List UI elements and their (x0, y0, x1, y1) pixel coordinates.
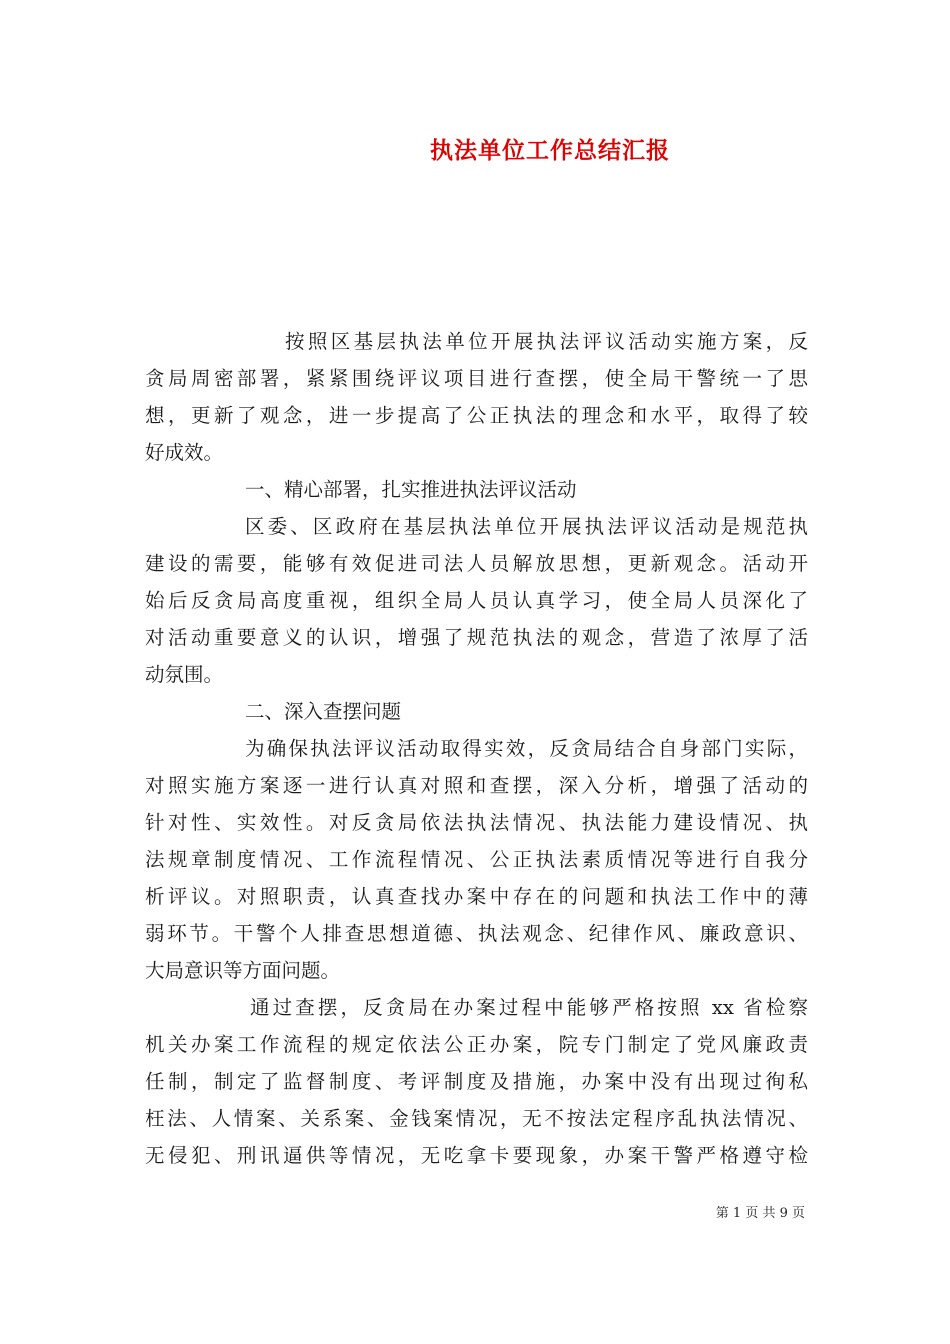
paragraph-line: 任制，制定了监督制度、考评制度及措施，办案中没有出现过徇私 (145, 1070, 808, 1093)
document-title: 执法单位工作总结汇报 (430, 137, 670, 164)
paragraph-line: 想，更新了观念，进一步提高了公正执法的理念和水平，取得了较 (145, 404, 808, 427)
paragraph-line: 为确保执法评议活动取得实效，反贪局结合自身部门实际， (245, 737, 808, 760)
paragraph-line: 区委、区政府在基层执法单位开展执法评议活动是规范执 (245, 515, 808, 538)
section-heading (145, 693, 808, 730)
paragraph-line: 建设的需要，能够有效促进司法人员解放思想，更新观念。活动开 (145, 552, 808, 575)
paragraph-line: 机关办案工作流程的规定依法公正办案，院专门制定了党风廉政责 (145, 1033, 808, 1056)
paragraph-line: 对活动重要意义的认识，增强了规范执法的观念，营造了浓厚了活 (145, 626, 808, 649)
paragraph-line: 针对性、实效性。对反贪局依法执法情况、执法能力建设情况、执 (145, 811, 808, 834)
heading-text: 二、深入查摆问题 (245, 700, 402, 723)
paragraph-line: 法规章制度情况、工作流程情况、公正执法素质情况等进行自我分 (145, 848, 808, 871)
body-paragraph (145, 989, 808, 1174)
paragraph-line: 按照区基层执法单位开展执法评议活动实施方案，反 (285, 330, 808, 353)
paragraph-line: 始后反贪局高度重视，组织全局人员认真学习，使全局人员深化了 (145, 589, 808, 612)
body-paragraph (145, 508, 808, 693)
paragraph-line: 析评议。对照职责，认真查找办案中存在的问题和执法工作中的薄 (145, 885, 808, 908)
body-paragraph (145, 730, 808, 989)
paragraph-line: 大局意识等方面问题。 (145, 959, 341, 982)
paragraph-line: 贪局周密部署，紧紧围绕评议项目进行查摆，使全局干警统一了思 (145, 367, 808, 390)
paragraph-line: 通过查摆，反贪局在办案过程中能够严格按照 xx 省检察 (250, 996, 808, 1019)
paragraph-line: 枉法、人情案、关系案、金钱案情况，无不按法定程序乱执法情况、 (145, 1107, 808, 1130)
body-paragraph (145, 323, 808, 471)
paragraph-line: 无侵犯、刑讯逼供等情况，无吃拿卡要现象，办案干警严格遵守检 (145, 1144, 808, 1167)
heading-text: 一、精心部署，扎实推进执法评议活动 (245, 478, 577, 501)
paragraph-line: 动氛围。 (145, 663, 224, 686)
section-heading (145, 471, 808, 508)
page-number-footer: 第 1 页 共 9 页 (715, 1206, 805, 1221)
paragraph-line: 好成效。 (145, 441, 224, 464)
paragraph-line: 对照实施方案逐一进行认真对照和查摆，深入分析，增强了活动的 (145, 774, 808, 797)
document-body (145, 323, 808, 1174)
paragraph-line: 弱环节。干警个人排查思想道德、执法观念、纪律作风、廉政意识、 (145, 922, 808, 945)
